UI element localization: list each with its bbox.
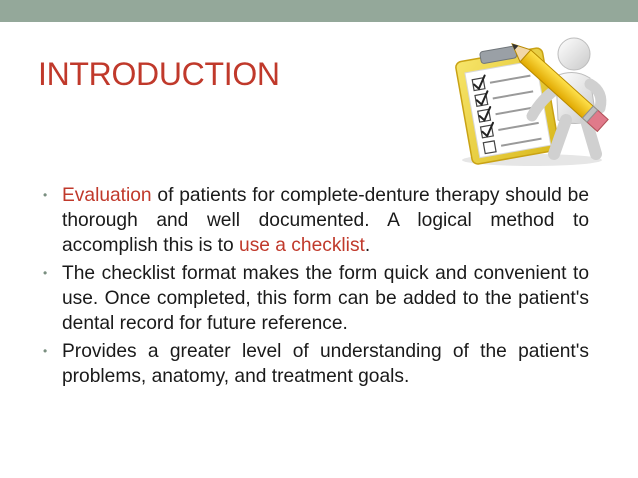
bullet-list	[43, 183, 589, 392]
top-accent-bar	[0, 0, 638, 22]
highlight-text: use a checklist	[239, 235, 365, 256]
bullet-text: of patients for complete-denture therapy should be thorough and well documented. A logical method to accomplish this is to	[62, 185, 589, 256]
bullet-dot: •	[43, 188, 48, 202]
slide-title: INTRODUCTION	[38, 56, 280, 92]
highlight-text: Evaluation	[62, 185, 152, 206]
bullet-dot: •	[43, 344, 48, 358]
bullet-text: .	[364, 235, 371, 256]
bullet-item	[43, 183, 589, 258]
bullet-item	[43, 339, 589, 389]
bullet-text: Provides a greater level of understanding of the patient's problems, anatomy, and treatment goals.	[62, 341, 589, 387]
bullet-text: The checklist format makes the form quick and convenient to use. Once completed, this form can be added to the patient's dental record for future reference.	[62, 263, 589, 334]
bullet-item	[43, 261, 589, 336]
checklist-figure-with-pencil-icon	[450, 32, 620, 168]
bullet-dot: •	[43, 266, 48, 280]
